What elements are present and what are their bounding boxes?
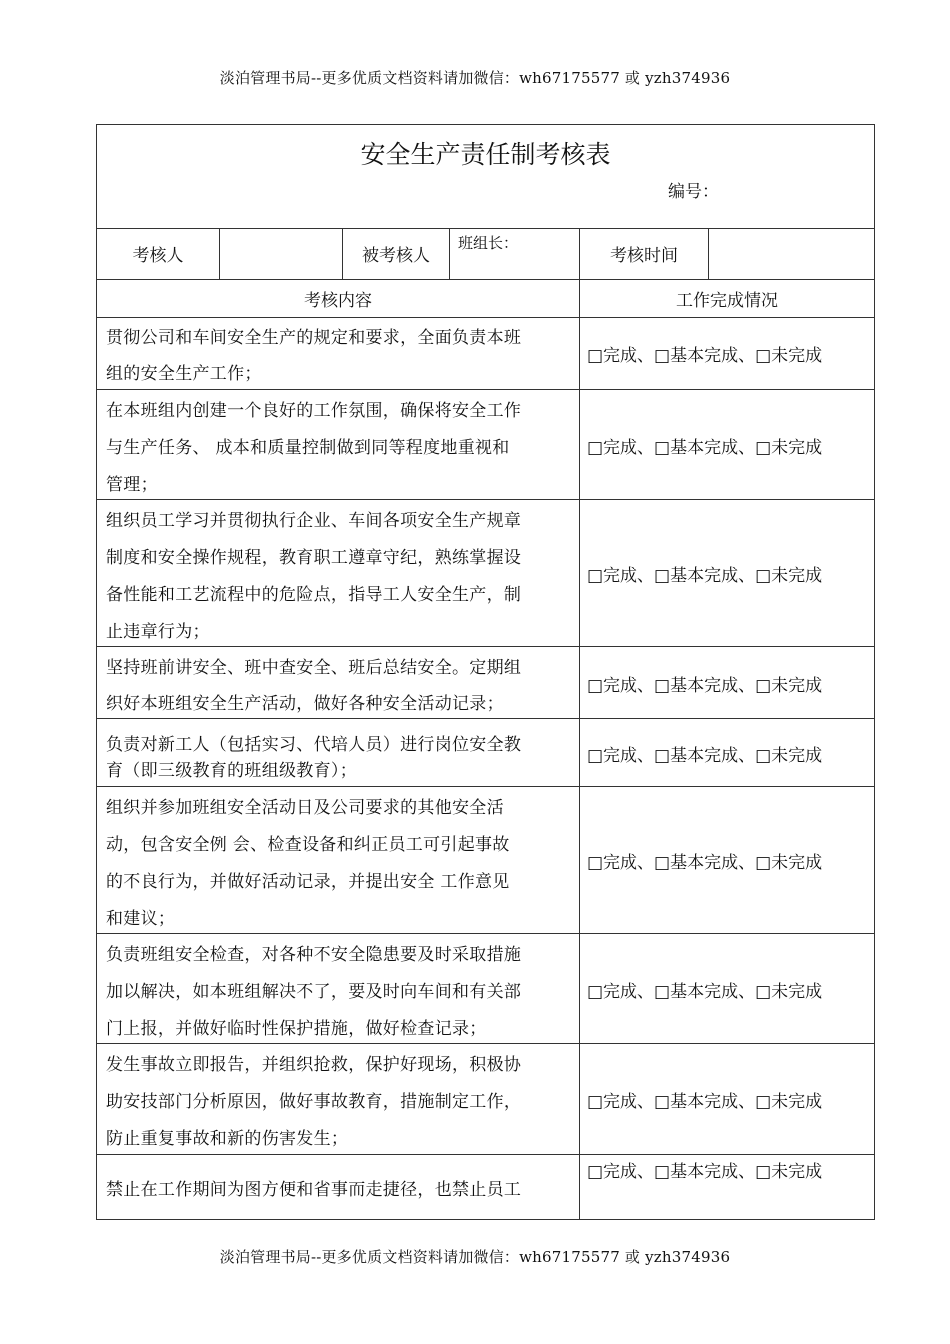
- completion-status-options[interactable]: □完成、□基本完成、□未完成: [587, 981, 823, 1002]
- table-row: [97, 317, 874, 390]
- page-footer-text: 淡泊管理书局--更多优质文档资料请加微信：wh67175577 或 yzh374936: [219, 1248, 731, 1266]
- serial-number-label: 编号：: [668, 182, 719, 202]
- content-line: 管理；: [106, 475, 158, 495]
- content-line: 育（即三级教育的班组级教育）；: [106, 761, 357, 781]
- completion-status-options[interactable]: □完成、□基本完成、□未完成: [587, 1161, 823, 1182]
- table-row: [97, 934, 874, 1044]
- content-line: 组织并参加班组安全活动日及公司要求的其他安全活: [106, 798, 504, 818]
- content-line: 禁止在工作期间为图方便和省事而走捷径，也禁止员工: [106, 1180, 522, 1200]
- info-row: [97, 228, 874, 280]
- content-line: 的不良行为，并做好活动记录，并提出安全 工作意见: [106, 872, 510, 892]
- column-divider: [579, 279, 580, 1219]
- content-line: 动，包含安全例 会、检查设备和纠正员工可引起事故: [106, 835, 510, 855]
- assessment-item-content: [106, 1172, 572, 1208]
- assessment-item-content: [106, 790, 572, 938]
- completion-status-options[interactable]: □完成、□基本完成、□未完成: [587, 1092, 823, 1112]
- content-line: 在本班组内创建一个良好的工作氛围，确保将安全工作: [106, 401, 522, 421]
- assessor-field[interactable]: [220, 228, 343, 279]
- content-line: 加以解决，如本班组解决不了，要及时向车间和有关部: [106, 982, 522, 1002]
- column-header-content: 考核内容: [304, 290, 372, 311]
- table-row: [97, 647, 874, 719]
- table-row: [97, 390, 874, 500]
- table-row: [97, 500, 874, 647]
- content-line: 门上报，并做好临时性保护措施，做好检查记录；: [106, 1019, 487, 1039]
- form-title: 安全生产责任制考核表: [360, 140, 611, 169]
- content-line: 织好本班组安全生产活动，做好各种安全活动记录；: [106, 694, 504, 714]
- table-row: [97, 787, 874, 934]
- content-line: 贯彻公司和车间安全生产的规定和要求，全面负责本班: [106, 328, 522, 348]
- assessment-form: [96, 124, 875, 1220]
- content-line: 组的安全生产工作；: [106, 364, 262, 384]
- assessor-label: 考核人: [97, 228, 220, 279]
- content-line: 坚持班前讲安全、班中查安全、班后总结安全。定期组: [106, 658, 522, 678]
- title-block: [97, 125, 874, 229]
- assessment-time-field[interactable]: [709, 228, 874, 279]
- assessment-item-content: [106, 732, 572, 784]
- content-line: 与生产任务、 成本和质量控制做到同等程度地重视和: [106, 438, 510, 458]
- completion-status-options[interactable]: □完成、□基本完成、□未完成: [587, 675, 823, 696]
- completion-status-options[interactable]: □完成、□基本完成、□未完成: [587, 566, 823, 586]
- content-line: 助安技部门分析原因，做好事故教育，措施制定工作，: [106, 1092, 522, 1112]
- assessment-time-label: 考核时间: [580, 228, 709, 279]
- assessment-item-content: [106, 937, 572, 1048]
- content-line: 组织员工学习并贯彻执行企业、车间各项安全生产规章: [106, 511, 522, 531]
- assessee-label: 被考核人: [343, 228, 450, 279]
- assessment-item-content: [106, 393, 572, 504]
- assessee-field[interactable]: 班组长：: [450, 228, 580, 279]
- completion-status-options[interactable]: □完成、□基本完成、□未完成: [587, 853, 823, 873]
- content-line: 防止重复事故和新的伤害发生；: [106, 1129, 349, 1149]
- content-line: 备性能和工艺流程中的危险点，指导工人安全生产，制: [106, 585, 522, 605]
- content-line: 负责班组安全检查，对各种不安全隐患要及时采取措施: [106, 945, 522, 965]
- completion-status-options[interactable]: □完成、□基本完成、□未完成: [587, 437, 823, 458]
- table-row: [97, 1155, 874, 1219]
- assessment-item-content: [106, 320, 572, 392]
- table-row: [97, 719, 874, 787]
- completion-status-options[interactable]: □完成、□基本完成、□未完成: [587, 745, 823, 766]
- page-header-text: 淡泊管理书局--更多优质文档资料请加微信：wh67175577 或 yzh374936: [219, 69, 731, 87]
- content-line: 和建议；: [106, 909, 176, 929]
- assessment-item-content: [106, 1047, 572, 1158]
- content-line: 负责对新工人（包括实习、代培人员）进行岗位安全教: [106, 735, 522, 755]
- content-line: 制度和安全操作规程，教育职工遵章守纪，熟练掌握设: [106, 548, 522, 568]
- column-header-status: 工作完成情况: [676, 290, 778, 311]
- assessment-item-content: [106, 503, 572, 651]
- assessment-item-content: [106, 650, 572, 722]
- content-line: 止违章行为；: [106, 622, 210, 642]
- content-line: 发生事故立即报告，并组织抢救，保护好现场，积极协: [106, 1055, 522, 1075]
- table-row: [97, 1044, 874, 1155]
- column-header-row: [97, 279, 874, 318]
- completion-status-options[interactable]: □完成、□基本完成、□未完成: [587, 346, 823, 366]
